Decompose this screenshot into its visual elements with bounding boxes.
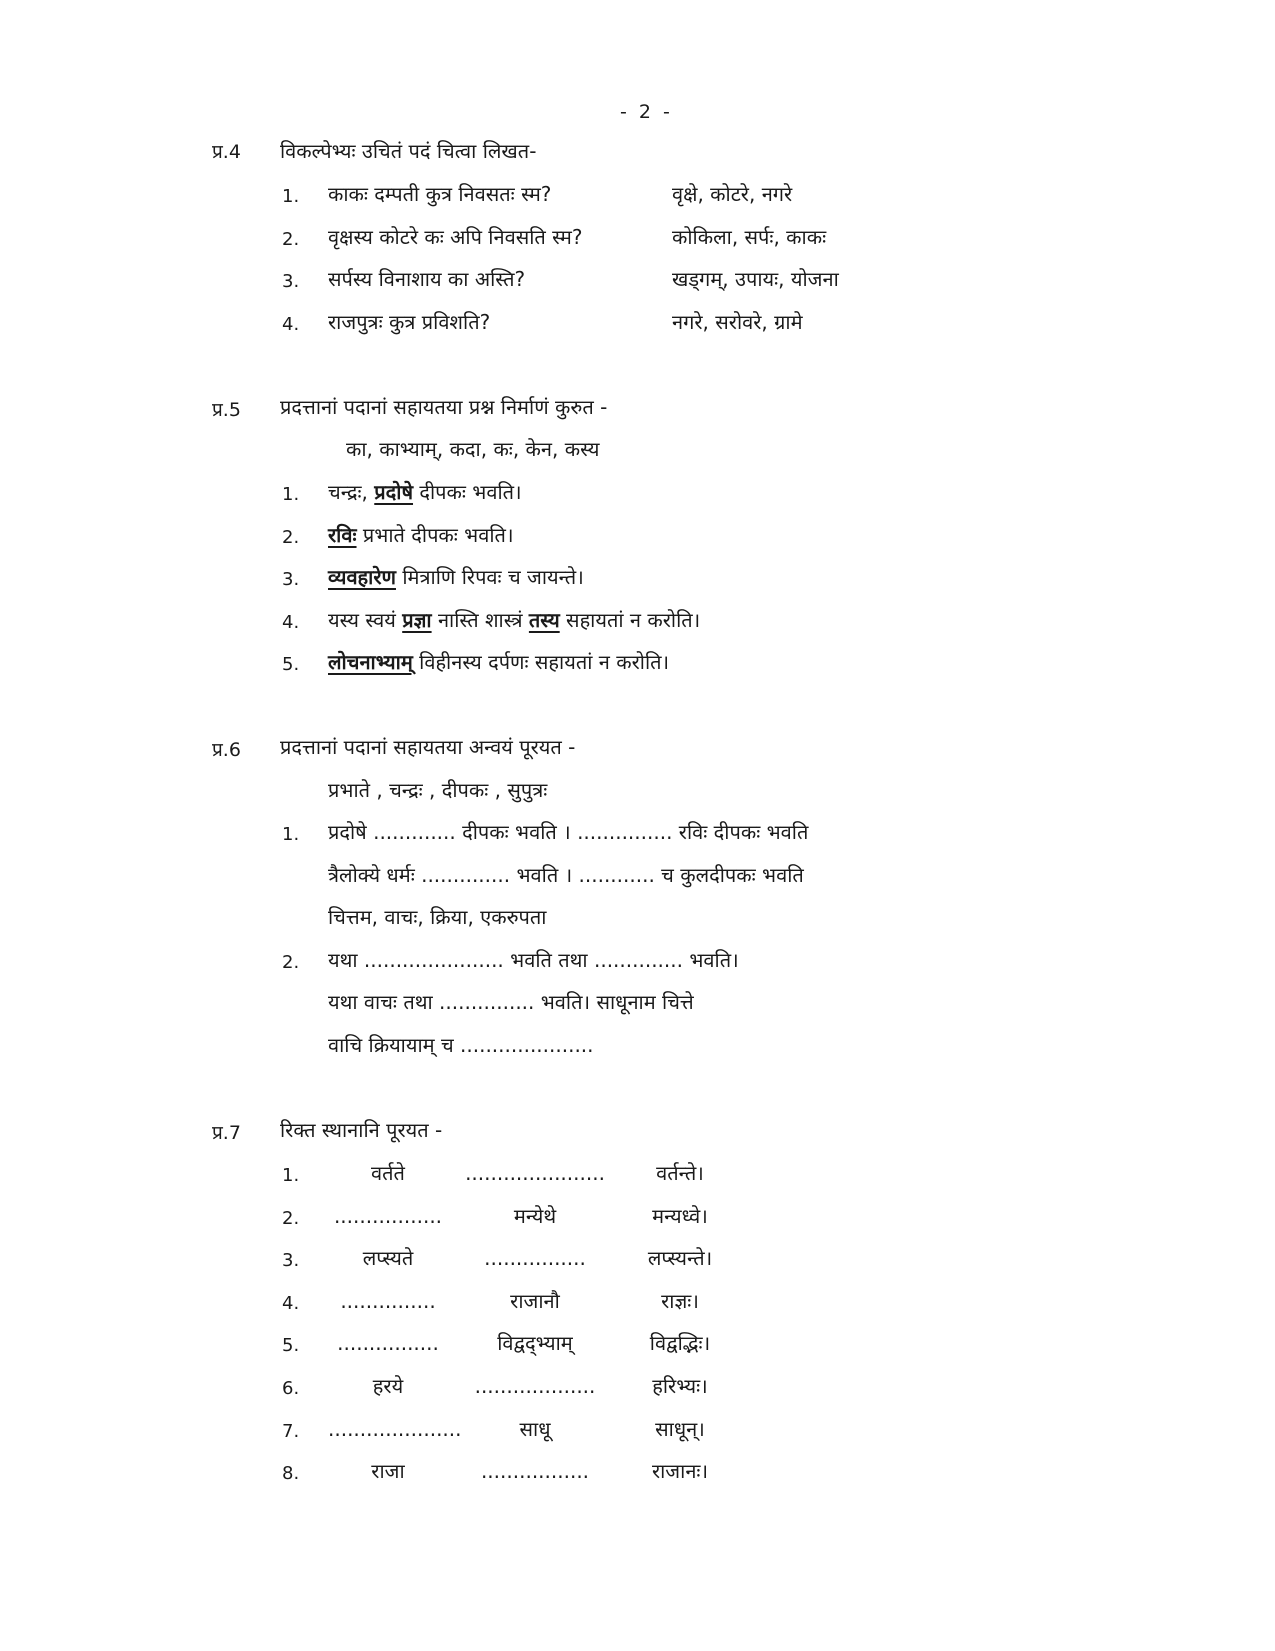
q7-cell-plural: राजानः। <box>651 1459 709 1483</box>
q5-underlined-word: रविः <box>328 523 357 547</box>
q6-item-line: प्रदोषे ............. दीपकः भवति । ............... रविः दीपकः भवति <box>328 820 809 844</box>
q4-label: प्र.4 <box>212 141 241 163</box>
q4-item-question: सर्पस्य विनाशाय का अस्ति? <box>328 267 526 291</box>
q5-item-number: 5. <box>282 654 300 675</box>
q7-cell-singular: हरये <box>372 1374 404 1398</box>
q7-cell-plural: हरिभ्यः। <box>652 1374 708 1398</box>
q7-cell-singular: ................ <box>337 1331 439 1355</box>
q4-item-options: वृक्षे, कोटरे, नगरे <box>672 182 793 206</box>
q6-item-line: वाचि क्रियायाम् च ..................... <box>328 1033 594 1057</box>
q7-cell-singular: लप्स्यते <box>362 1246 414 1270</box>
q7-label: प्र.7 <box>212 1122 241 1144</box>
q5-underlined-word: लोचनाभ्याम् <box>328 650 413 674</box>
q5-underlined-word: तस्य <box>528 608 560 632</box>
q6-item-line: यथा वाचः तथा ............... भवति। साधूनाम चित्ते <box>328 990 694 1014</box>
q5-underlined-word: प्रज्ञा <box>402 608 432 632</box>
q5-item-sentence <box>328 525 514 545</box>
q7-cell-singular: वर्तते <box>371 1161 405 1185</box>
q7-cell-plural: लप्स्यन्ते। <box>647 1246 713 1270</box>
q4-item-question: वृक्षस्य कोटरे कः अपि निवसति स्म? <box>328 225 583 249</box>
q5-item-sentence <box>328 482 522 502</box>
q4-item-options: कोकिला, सर्पः, काकः <box>672 225 827 249</box>
q4-title: विकल्पेभ्यः उचितं पदं चित्वा लिखत- <box>280 139 537 163</box>
q7-cell-singular: ..................... <box>328 1417 462 1441</box>
q5-item-sentence <box>328 652 669 672</box>
q7-cell-dual: विद्वद्भ्याम् <box>497 1331 573 1355</box>
q7-cell-plural: विद्वद्भिः। <box>649 1331 711 1355</box>
q4-item-options: नगरे, सरोवरे, ग्रामे <box>672 310 803 334</box>
q5-item-text: चन्द्रः, <box>328 480 375 504</box>
q5-item-text: सहायतां न करोति। <box>559 608 701 632</box>
q5-item-text: दीपकः भवति। <box>413 480 522 504</box>
q4-item-options: खड्गम्, उपायः, योजना <box>672 267 839 291</box>
q7-row-number: 1. <box>282 1165 300 1186</box>
q7-cell-dual: ................... <box>474 1374 596 1398</box>
q5-label: प्र.5 <box>212 399 241 421</box>
q7-cell-dual: साधू <box>519 1417 551 1441</box>
q7-cell-plural: वर्तन्ते। <box>656 1161 704 1185</box>
q7-cell-dual: ................. <box>480 1459 590 1483</box>
q6-item-line: त्रैलोक्ये धर्मः .............. भवति । ............ च कुलदीपकः भवति <box>328 863 804 887</box>
q4-item-number: 1. <box>282 186 300 207</box>
q7-row-number: 8. <box>282 1463 300 1484</box>
q6-title: प्रदत्तानां पदानां सहायतया अन्वयं पूरयत - <box>280 735 576 759</box>
q7-cell-dual: ...................... <box>465 1161 605 1185</box>
q6-item-line: चित्तम, वाचः, क्रिया, एकरुपता <box>328 905 547 929</box>
q5-item-number: 1. <box>282 484 300 505</box>
q7-title: रिक्त स्थानानि पूरयत - <box>280 1118 443 1142</box>
q7-row-number: 7. <box>282 1421 300 1442</box>
q4-item-question: राजपुत्रः कुत्र प्रविशति? <box>328 310 491 334</box>
page-number: - 2 - <box>620 101 673 123</box>
q4-item-number: 4. <box>282 314 300 335</box>
q5-item-number: 2. <box>282 527 300 548</box>
q5-item-text: यस्य स्वयं <box>328 608 403 632</box>
q7-row-number: 4. <box>282 1293 300 1314</box>
q5-item-number: 4. <box>282 612 300 633</box>
q6-word-bank: प्रभाते , चन्द्रः , दीपकः , सुपुत्रः <box>328 778 548 802</box>
q4-item-question: काकः दम्पती कुत्र निवसतः स्म? <box>328 182 552 206</box>
q6-item-line: यथा ...................... भवति तथा .............. भवति। <box>328 948 739 972</box>
q5-item-sentence <box>328 567 584 587</box>
q5-underlined-word: प्रदोषे <box>374 480 414 504</box>
q6-label: प्र.6 <box>212 739 241 761</box>
q6-item-number: 1. <box>282 824 300 845</box>
q7-cell-singular: ............... <box>340 1289 436 1313</box>
q7-cell-singular: राजा <box>371 1459 405 1483</box>
q7-cell-plural: मन्यध्वे। <box>652 1204 708 1228</box>
q7-cell-dual: ................ <box>484 1246 586 1270</box>
q5-underlined-word: व्यवहारेण <box>328 565 396 589</box>
q5-title: प्रदत्तानां पदानां सहायतया प्रश्न निर्माणं कुरुत - <box>280 395 608 419</box>
q7-cell-plural: साधून्। <box>655 1417 705 1441</box>
q6-item-number: 2. <box>282 952 300 973</box>
q7-cell-singular: ................. <box>333 1204 443 1228</box>
q5-word-bank: का, काभ्याम्, कदा, कः, केन, कस्य <box>346 437 600 461</box>
q5-item-text: विहीनस्य दर्पणः सहायतां न करोति। <box>412 650 670 674</box>
q5-item-text: नास्ति शास्त्रं <box>431 608 529 632</box>
q5-item-text: मित्राणि रिपवः च जायन्ते। <box>396 565 584 589</box>
q4-item-number: 2. <box>282 229 300 250</box>
q5-item-text: प्रभाते दीपकः भवति। <box>356 523 514 547</box>
q7-row-number: 6. <box>282 1378 300 1399</box>
q5-item-number: 3. <box>282 569 300 590</box>
q7-row-number: 2. <box>282 1208 300 1229</box>
q7-cell-plural: राज्ञः। <box>661 1289 699 1313</box>
q7-row-number: 3. <box>282 1250 300 1271</box>
q4-item-number: 3. <box>282 271 300 292</box>
q7-cell-dual: राजानौ <box>510 1289 560 1313</box>
q7-row-number: 5. <box>282 1335 300 1356</box>
q5-item-sentence <box>328 610 700 630</box>
q7-cell-dual: मन्येथे <box>513 1204 557 1228</box>
